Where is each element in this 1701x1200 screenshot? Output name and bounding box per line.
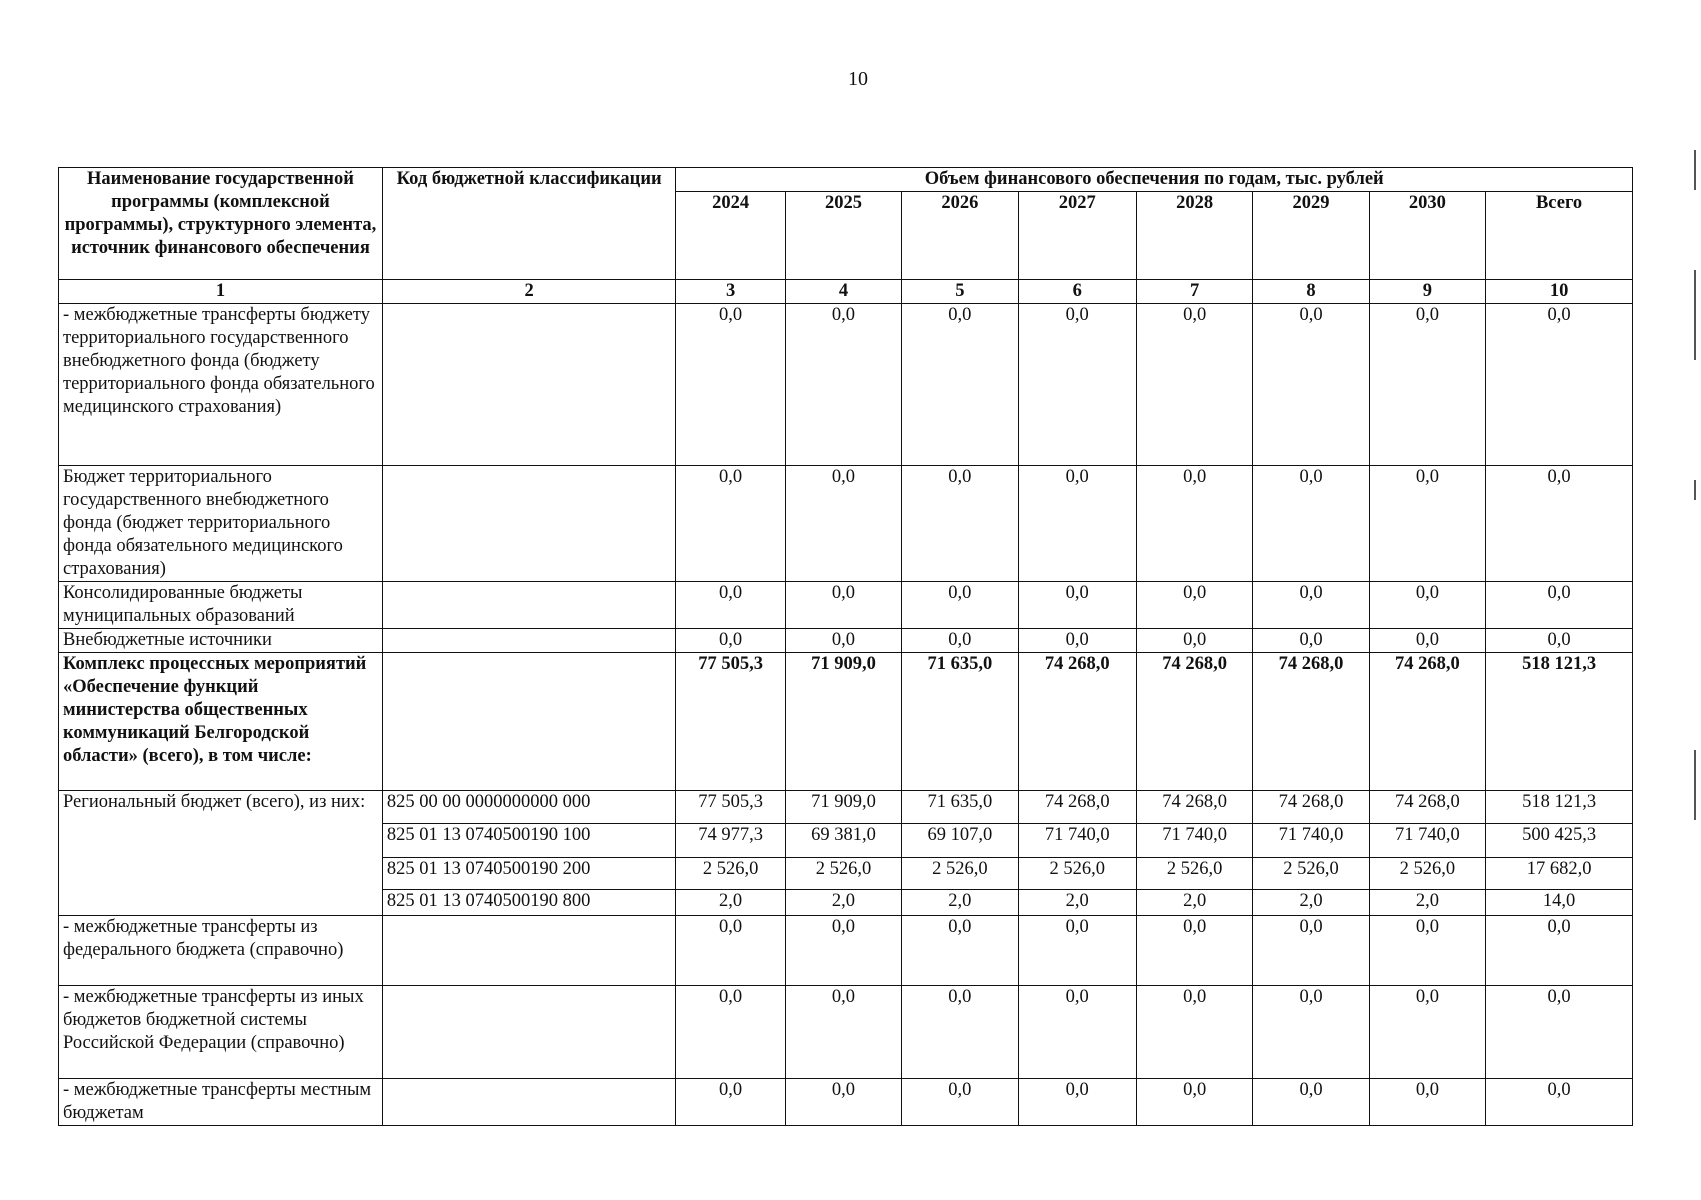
row-value: 74 977,3 [676,824,785,858]
row-value: 0,0 [1136,916,1252,986]
row-code [382,1079,676,1126]
row-name: - межбюджетные трансферты из иных бюджетов бюджетной системы Российской Федерации (справочно) [59,986,383,1079]
row-name: - межбюджетные трансферты местным бюджетам [59,1079,383,1126]
row-value: 0,0 [1253,1079,1369,1126]
col-number: 1 [59,280,383,304]
row-value: 74 268,0 [1253,653,1369,791]
row-code [382,986,676,1079]
row-code: 825 00 00 0000000000 000 [382,791,676,824]
table-row [59,916,1633,986]
table-row [59,791,1633,824]
row-value: 2 526,0 [1253,858,1369,890]
row-total: 0,0 [1486,916,1633,986]
row-value: 2,0 [1136,890,1252,916]
col-number: 4 [785,280,901,304]
row-value: 74 268,0 [1369,791,1485,824]
table-row [59,986,1633,1079]
table-row [59,1079,1633,1126]
row-value: 0,0 [1253,986,1369,1079]
row-value: 0,0 [785,1079,901,1126]
row-value: 0,0 [902,629,1018,653]
row-value: 2,0 [1369,890,1485,916]
row-value: 74 268,0 [1136,653,1252,791]
row-value: 2 526,0 [902,858,1018,890]
row-value: 0,0 [902,304,1018,466]
financing-table [58,167,1633,1126]
row-value: 0,0 [676,304,785,466]
row-value: 0,0 [676,629,785,653]
col-number: 9 [1369,280,1485,304]
row-value: 0,0 [1253,466,1369,582]
row-value: 0,0 [902,916,1018,986]
row-value: 69 107,0 [902,824,1018,858]
row-code [382,582,676,629]
row-value: 2 526,0 [1369,858,1485,890]
row-value: 71 740,0 [1253,824,1369,858]
row-name: - межбюджетные трансферты из федерального бюджета (справочно) [59,916,383,986]
row-value: 0,0 [1369,304,1485,466]
row-value: 0,0 [1136,582,1252,629]
row-code [382,653,676,791]
table-row [59,582,1633,629]
row-value: 71 909,0 [785,653,901,791]
row-value: 0,0 [1369,1079,1485,1126]
row-value: 0,0 [1018,466,1136,582]
header-year: 2024 [676,192,785,280]
row-value: 2,0 [785,890,901,916]
row-name: Региональный бюджет (всего), из них: [59,791,383,916]
col-number: 5 [902,280,1018,304]
header-total: Всего [1486,192,1633,280]
row-value: 0,0 [1369,582,1485,629]
row-value: 0,0 [1018,1079,1136,1126]
row-code: 825 01 13 0740500190 800 [382,890,676,916]
row-total: 0,0 [1486,1079,1633,1126]
header-year: 2030 [1369,192,1485,280]
col-number: 8 [1253,280,1369,304]
row-value: 69 381,0 [785,824,901,858]
row-value: 2,0 [1253,890,1369,916]
row-name: Внебюджетные источники [59,629,383,653]
row-name: Консолидированные бюджеты муниципальных образований [59,582,383,629]
table-header [59,168,1633,304]
row-code [382,466,676,582]
row-total: 0,0 [1486,304,1633,466]
row-value: 0,0 [1369,986,1485,1079]
row-value: 0,0 [785,466,901,582]
row-value: 0,0 [785,986,901,1079]
row-value: 77 505,3 [676,653,785,791]
row-value: 0,0 [902,582,1018,629]
header-year: 2028 [1136,192,1252,280]
row-value: 0,0 [1136,466,1252,582]
row-value: 0,0 [785,916,901,986]
row-value: 71 740,0 [1369,824,1485,858]
row-total: 500 425,3 [1486,824,1633,858]
row-value: 2 526,0 [1018,858,1136,890]
row-name: Бюджет территориального государственного внебюджетного фонда (бюджет территориального фонда обязательного медицинского страхования) [59,466,383,582]
row-value: 0,0 [1253,916,1369,986]
row-value: 71 635,0 [902,653,1018,791]
row-value: 0,0 [1136,1079,1252,1126]
row-total: 0,0 [1486,986,1633,1079]
row-total: 518 121,3 [1486,653,1633,791]
row-name: - межбюджетные трансферты бюджету территориального государственного внебюджетного фонда (бюджету территориального фонда обязательного медицинского страхования) [59,304,383,466]
row-value: 0,0 [1136,304,1252,466]
header-year: 2026 [902,192,1018,280]
row-value: 0,0 [1253,629,1369,653]
row-code [382,629,676,653]
row-value: 74 268,0 [1253,791,1369,824]
scan-edge-marks [1694,150,1697,1050]
row-value: 0,0 [1369,629,1485,653]
header-code-col: Код бюджетной классификации [382,168,676,280]
row-value: 0,0 [676,916,785,986]
header-year: 2029 [1253,192,1369,280]
row-value: 2 526,0 [676,858,785,890]
row-code: 825 01 13 0740500190 100 [382,824,676,858]
row-total: 518 121,3 [1486,791,1633,824]
row-value: 0,0 [1136,986,1252,1079]
col-number: 7 [1136,280,1252,304]
row-value: 71 740,0 [1136,824,1252,858]
row-code: 825 01 13 0740500190 200 [382,858,676,890]
row-value: 74 268,0 [1369,653,1485,791]
row-value: 0,0 [785,304,901,466]
row-value: 0,0 [785,629,901,653]
col-number: 10 [1486,280,1633,304]
col-number: 2 [382,280,676,304]
col-number: 3 [676,280,785,304]
row-value: 0,0 [1018,304,1136,466]
row-value: 0,0 [902,1079,1018,1126]
row-value: 0,0 [1018,629,1136,653]
row-value: 74 268,0 [1018,791,1136,824]
header-name-col: Наименование государственной программы (комплексной программы), структурного элемента, источник финансового обеспечения [59,168,383,280]
row-value: 77 505,3 [676,791,785,824]
row-value: 0,0 [676,582,785,629]
row-value: 2 526,0 [785,858,901,890]
table-row [59,653,1633,791]
row-total: 0,0 [1486,582,1633,629]
column-numbers-row [59,280,1633,304]
row-value: 0,0 [1136,629,1252,653]
row-value: 74 268,0 [1136,791,1252,824]
row-value: 0,0 [1018,582,1136,629]
page-number: 10 [848,68,868,90]
row-value: 2,0 [676,890,785,916]
row-total: 14,0 [1486,890,1633,916]
row-value: 0,0 [902,466,1018,582]
row-value: 0,0 [1018,986,1136,1079]
row-value: 71 635,0 [902,791,1018,824]
row-value: 0,0 [676,1079,785,1126]
row-value: 2,0 [902,890,1018,916]
row-value: 0,0 [676,466,785,582]
row-code [382,304,676,466]
row-value: 71 909,0 [785,791,901,824]
row-value: 0,0 [1018,916,1136,986]
row-name: Комплекс процессных мероприятий «Обеспечение функций министерства общественных коммуникаций Белгородской области» (всего), в том числе: [59,653,383,791]
table-row [59,629,1633,653]
row-value: 0,0 [1253,304,1369,466]
row-value: 71 740,0 [1018,824,1136,858]
row-value: 0,0 [1369,916,1485,986]
header-year: 2025 [785,192,901,280]
table-row [59,304,1633,466]
row-code [382,916,676,986]
row-value: 0,0 [1369,466,1485,582]
row-value: 0,0 [1253,582,1369,629]
header-year: 2027 [1018,192,1136,280]
row-value: 0,0 [902,986,1018,1079]
row-value: 0,0 [785,582,901,629]
header-volume-group: Объем финансового обеспечения по годам, тыс. рублей [676,168,1633,192]
row-value: 2,0 [1018,890,1136,916]
table-row [59,466,1633,582]
row-value: 0,0 [676,986,785,1079]
row-value: 74 268,0 [1018,653,1136,791]
row-value: 2 526,0 [1136,858,1252,890]
row-total: 0,0 [1486,466,1633,582]
row-total: 0,0 [1486,629,1633,653]
col-number: 6 [1018,280,1136,304]
row-total: 17 682,0 [1486,858,1633,890]
